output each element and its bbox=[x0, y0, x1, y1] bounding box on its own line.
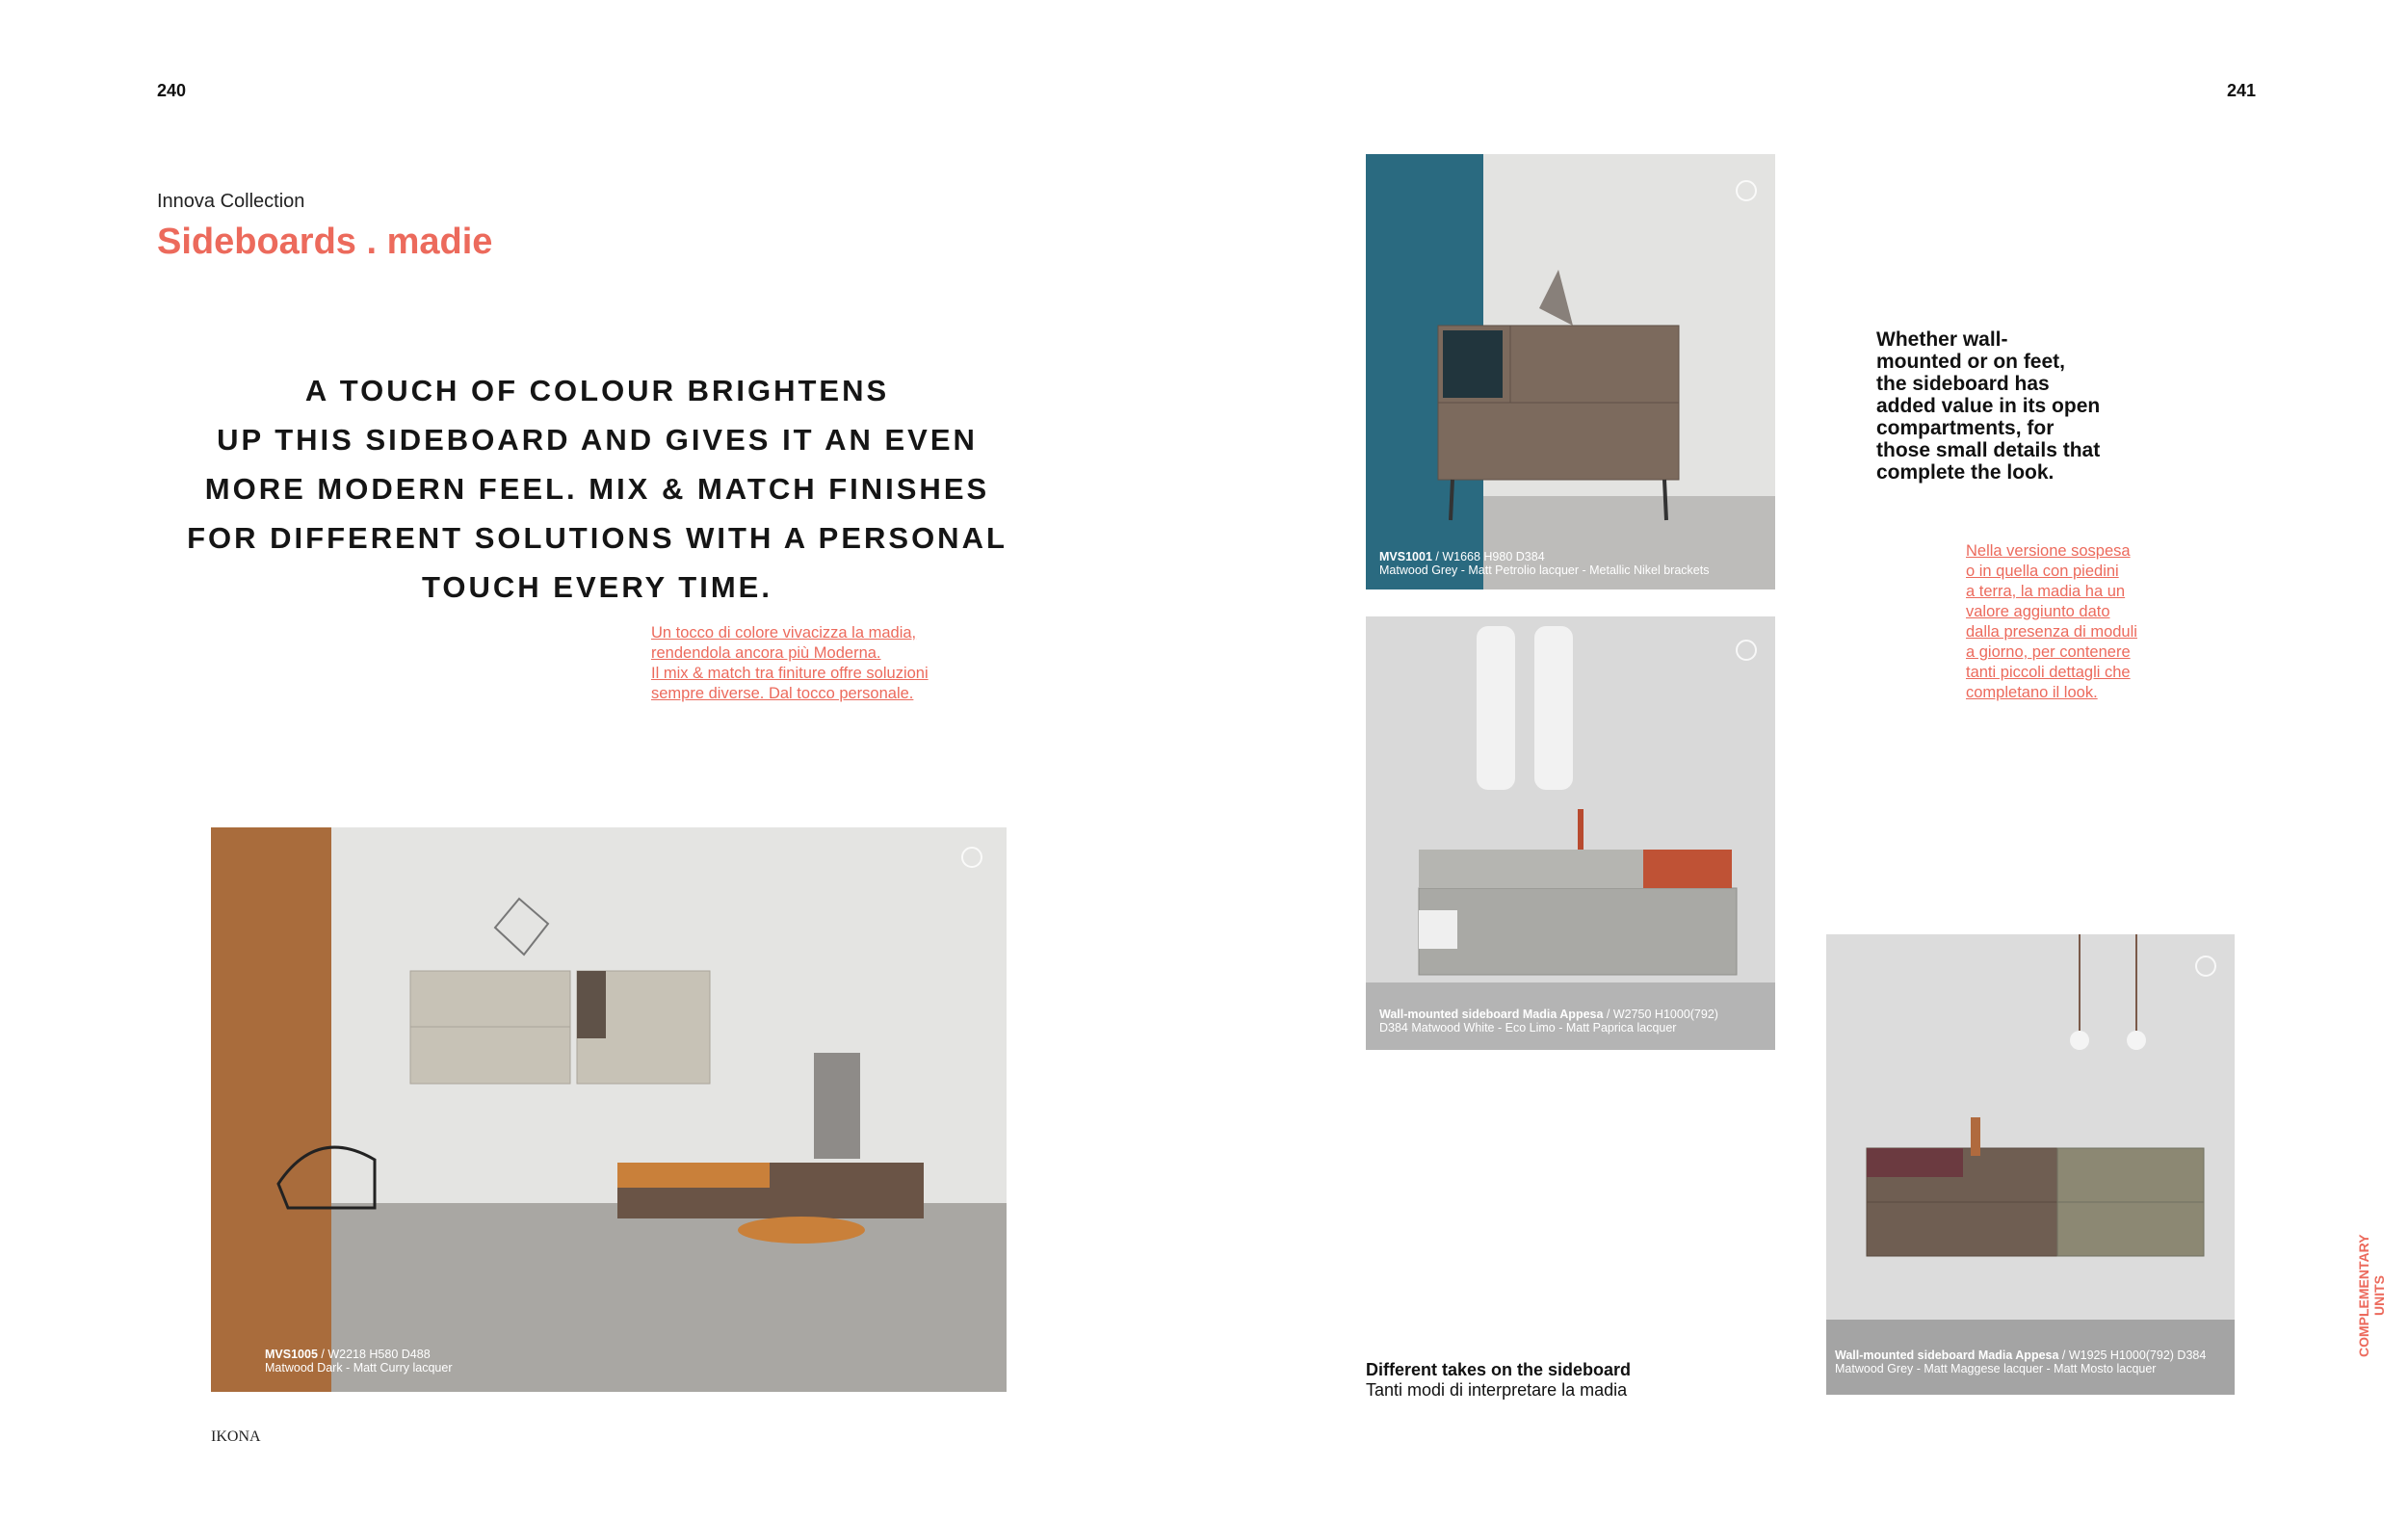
text-line: a terra, la madia ha un bbox=[1966, 583, 2126, 600]
photo-main-illustration bbox=[211, 827, 1007, 1392]
photo-mid-illustration bbox=[1366, 616, 1775, 1050]
text-line: tanti piccoli dettagli che bbox=[1966, 664, 2131, 681]
text-line: o in quella con piedini bbox=[1966, 563, 2119, 580]
headline-line: FOR DIFFERENT SOLUTIONS WITH A PERSONAL bbox=[187, 521, 1008, 555]
photo-top-sideboard bbox=[1366, 154, 1775, 589]
product-code: MVS1001 bbox=[1379, 550, 1432, 563]
caption-title: Different takes on the sideboard bbox=[1366, 1360, 1632, 1379]
brand-logo-icon bbox=[1736, 640, 1757, 661]
product-code: Wall-mounted sideboard Madia Appesa bbox=[1835, 1349, 2059, 1362]
text-line: Un tocco di colore vivacizza la madia, bbox=[651, 624, 917, 642]
photo-main-sideboard bbox=[211, 827, 1007, 1392]
product-finish: Matwood Grey - Matt Petrolio lacquer - Metallic Nikel brackets bbox=[1379, 563, 1710, 577]
text-line: mounted or on feet, bbox=[1876, 351, 2065, 373]
product-finish: Matwood Dark - Matt Curry lacquer bbox=[265, 1361, 453, 1375]
text-line: a giorno, per contenere bbox=[1966, 643, 2131, 661]
product-code: Wall-mounted sideboard Madia Appesa bbox=[1379, 1008, 1604, 1021]
brand-name: IKONA bbox=[211, 1428, 261, 1445]
text-line: complete the look. bbox=[1876, 461, 2055, 484]
photo-bottom-sideboard bbox=[1826, 934, 2235, 1395]
text-line: Whether wall- bbox=[1876, 328, 2008, 351]
text-line: Il mix & match tra finiture offre soluzioni bbox=[651, 665, 929, 682]
photo-bottom-illustration bbox=[1826, 934, 2235, 1395]
photo-caption bbox=[1835, 1349, 2206, 1375]
section-tab-line: COMPLEMENTARY bbox=[2356, 1234, 2371, 1357]
text-line: rendendola ancora più Moderna. bbox=[651, 644, 881, 662]
headline-line: MORE MODERN FEEL. MIX & MATCH FINISHES bbox=[204, 472, 990, 506]
photo-top-illustration bbox=[1366, 154, 1775, 589]
photo-mid-sideboard bbox=[1366, 616, 1775, 1050]
brand-logo-icon bbox=[1736, 180, 1757, 201]
brand-logo-icon bbox=[2195, 956, 2216, 977]
product-dimensions: / W1668 H980 D384 bbox=[1431, 550, 1545, 563]
photo-caption bbox=[265, 1348, 453, 1375]
text-line: completano il look. bbox=[1966, 684, 2098, 701]
text-line: compartments, for bbox=[1876, 417, 2055, 439]
text-line: added value in its open bbox=[1876, 395, 2101, 417]
text-line: the sideboard has bbox=[1876, 373, 2050, 395]
collection-label: Innova Collection bbox=[157, 191, 305, 212]
headline-line: TOUCH EVERY TIME. bbox=[422, 570, 772, 604]
photo-caption bbox=[1379, 1008, 1718, 1034]
product-finish: Matwood Grey - Matt Maggese lacquer - Matt Mosto lacquer bbox=[1835, 1362, 2157, 1375]
headline-line: UP THIS SIDEBOARD AND GIVES IT AN EVEN bbox=[217, 423, 978, 457]
product-dimensions: / W2218 H580 D488 bbox=[317, 1348, 431, 1361]
section-tab bbox=[2356, 1223, 2395, 1368]
page-number-left: 240 bbox=[157, 81, 187, 100]
text-line: Nella versione sospesa bbox=[1966, 542, 2131, 560]
product-dimensions: / W1925 H1000(792) D384 bbox=[2058, 1349, 2207, 1362]
headline bbox=[183, 366, 1011, 612]
text-line: those small details that bbox=[1876, 439, 2101, 461]
brand-logo-icon bbox=[961, 847, 982, 868]
product-finish: D384 Matwood White - Eco Limo - Matt Paprica lacquer bbox=[1379, 1021, 1677, 1034]
side-text-italian bbox=[1966, 541, 2137, 703]
text-line: valore aggiunto dato bbox=[1966, 603, 2110, 620]
text-line: sempre diverse. Dal tocco personale. bbox=[651, 685, 914, 702]
text-line: dalla presenza di moduli bbox=[1966, 623, 2137, 641]
product-code: MVS1005 bbox=[265, 1348, 318, 1361]
photo-caption bbox=[1379, 550, 1709, 577]
page-title: Sideboards . madie bbox=[157, 222, 493, 262]
side-text-english bbox=[1876, 328, 2100, 484]
product-dimensions: / W2750 H1000(792) bbox=[1603, 1008, 1718, 1021]
headline-italian bbox=[651, 623, 929, 704]
section-caption bbox=[1366, 1360, 1631, 1401]
section-tab-line: UNITS bbox=[2371, 1275, 2387, 1316]
headline-line: A TOUCH OF COLOUR BRIGHTENS bbox=[304, 374, 890, 407]
page-number-right: 241 bbox=[2227, 81, 2257, 100]
caption-subtitle: Tanti modi di interpretare la madia bbox=[1366, 1380, 1628, 1400]
